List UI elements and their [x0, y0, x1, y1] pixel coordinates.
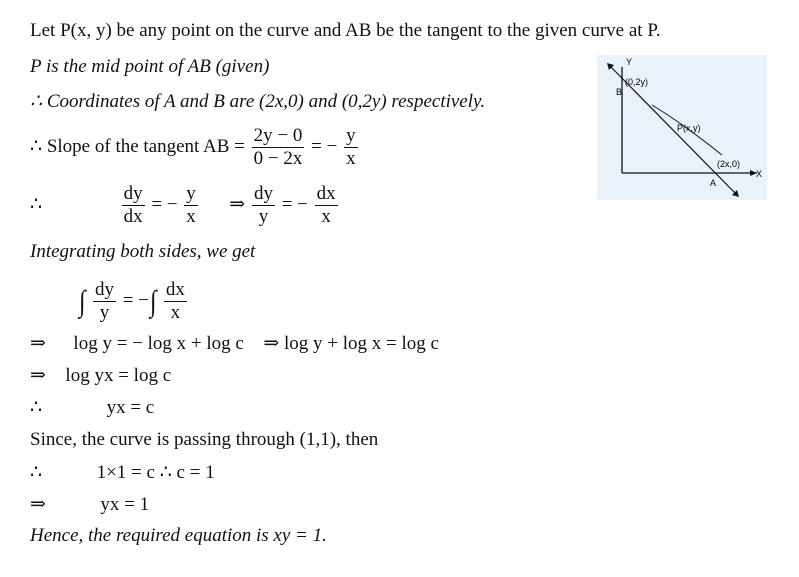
line-11: Since, the curve is passing through (1,1), then [30, 429, 379, 450]
slope-prefix: ∴ Slope of the tangent AB = [30, 136, 245, 157]
slope-fraction-2: $\frac{y}{x}$ [346, 125, 356, 170]
line-2: P is the mid point of AB (given) [30, 56, 270, 77]
slope-fraction-1: $\frac{2y - 0}{0 - 2x}$ [253, 125, 303, 170]
b-coord: (0,2y) [625, 77, 649, 87]
line-3: ∴ Coordinates of A and B are (2x,0) and (0,2y) respectively. [30, 91, 486, 112]
a-coord: (2x,0) [717, 159, 741, 169]
line-13: ⇒ yx = 1 [30, 494, 150, 515]
y-label: Y [626, 57, 633, 67]
line-14: Hence, the required equation is xy = 1. [30, 525, 327, 546]
line-7: ∫ $\frac{dy}{y}$ = −∫ $\frac{dx}{x}$ [78, 279, 185, 324]
line-10: ∴ yx = c [30, 397, 155, 418]
line-1: Let P(x, y) be any point on the curve and AB be the tangent to the given curve at P. [30, 20, 661, 41]
tangent-diagram [597, 55, 767, 200]
line-9: ⇒ log yx = log c [30, 365, 172, 386]
line-5: ∴ $\frac{dy}{dx}$ = − $\frac{y}{x}$ ⇒ $\frac{dy}{y}$ = − $\frac{dx}{x}$ [30, 183, 336, 228]
line-8: ⇒ log y = − log x + log c ⇒ log y + log x = log c [30, 333, 439, 354]
b-label: B [616, 87, 623, 97]
x-label: X [756, 169, 763, 179]
line-6: Integrating both sides, we get [30, 241, 256, 262]
a-label: A [710, 178, 717, 188]
line-4: ∴ Slope of the tangent AB = $\frac{2y - 0}{0 - 2x}$ = − $\frac{y}{x}$ [30, 125, 356, 170]
line-12: ∴ 1×1 = c ∴ c = 1 [30, 462, 215, 483]
p-label: P(x,y) [677, 123, 701, 133]
